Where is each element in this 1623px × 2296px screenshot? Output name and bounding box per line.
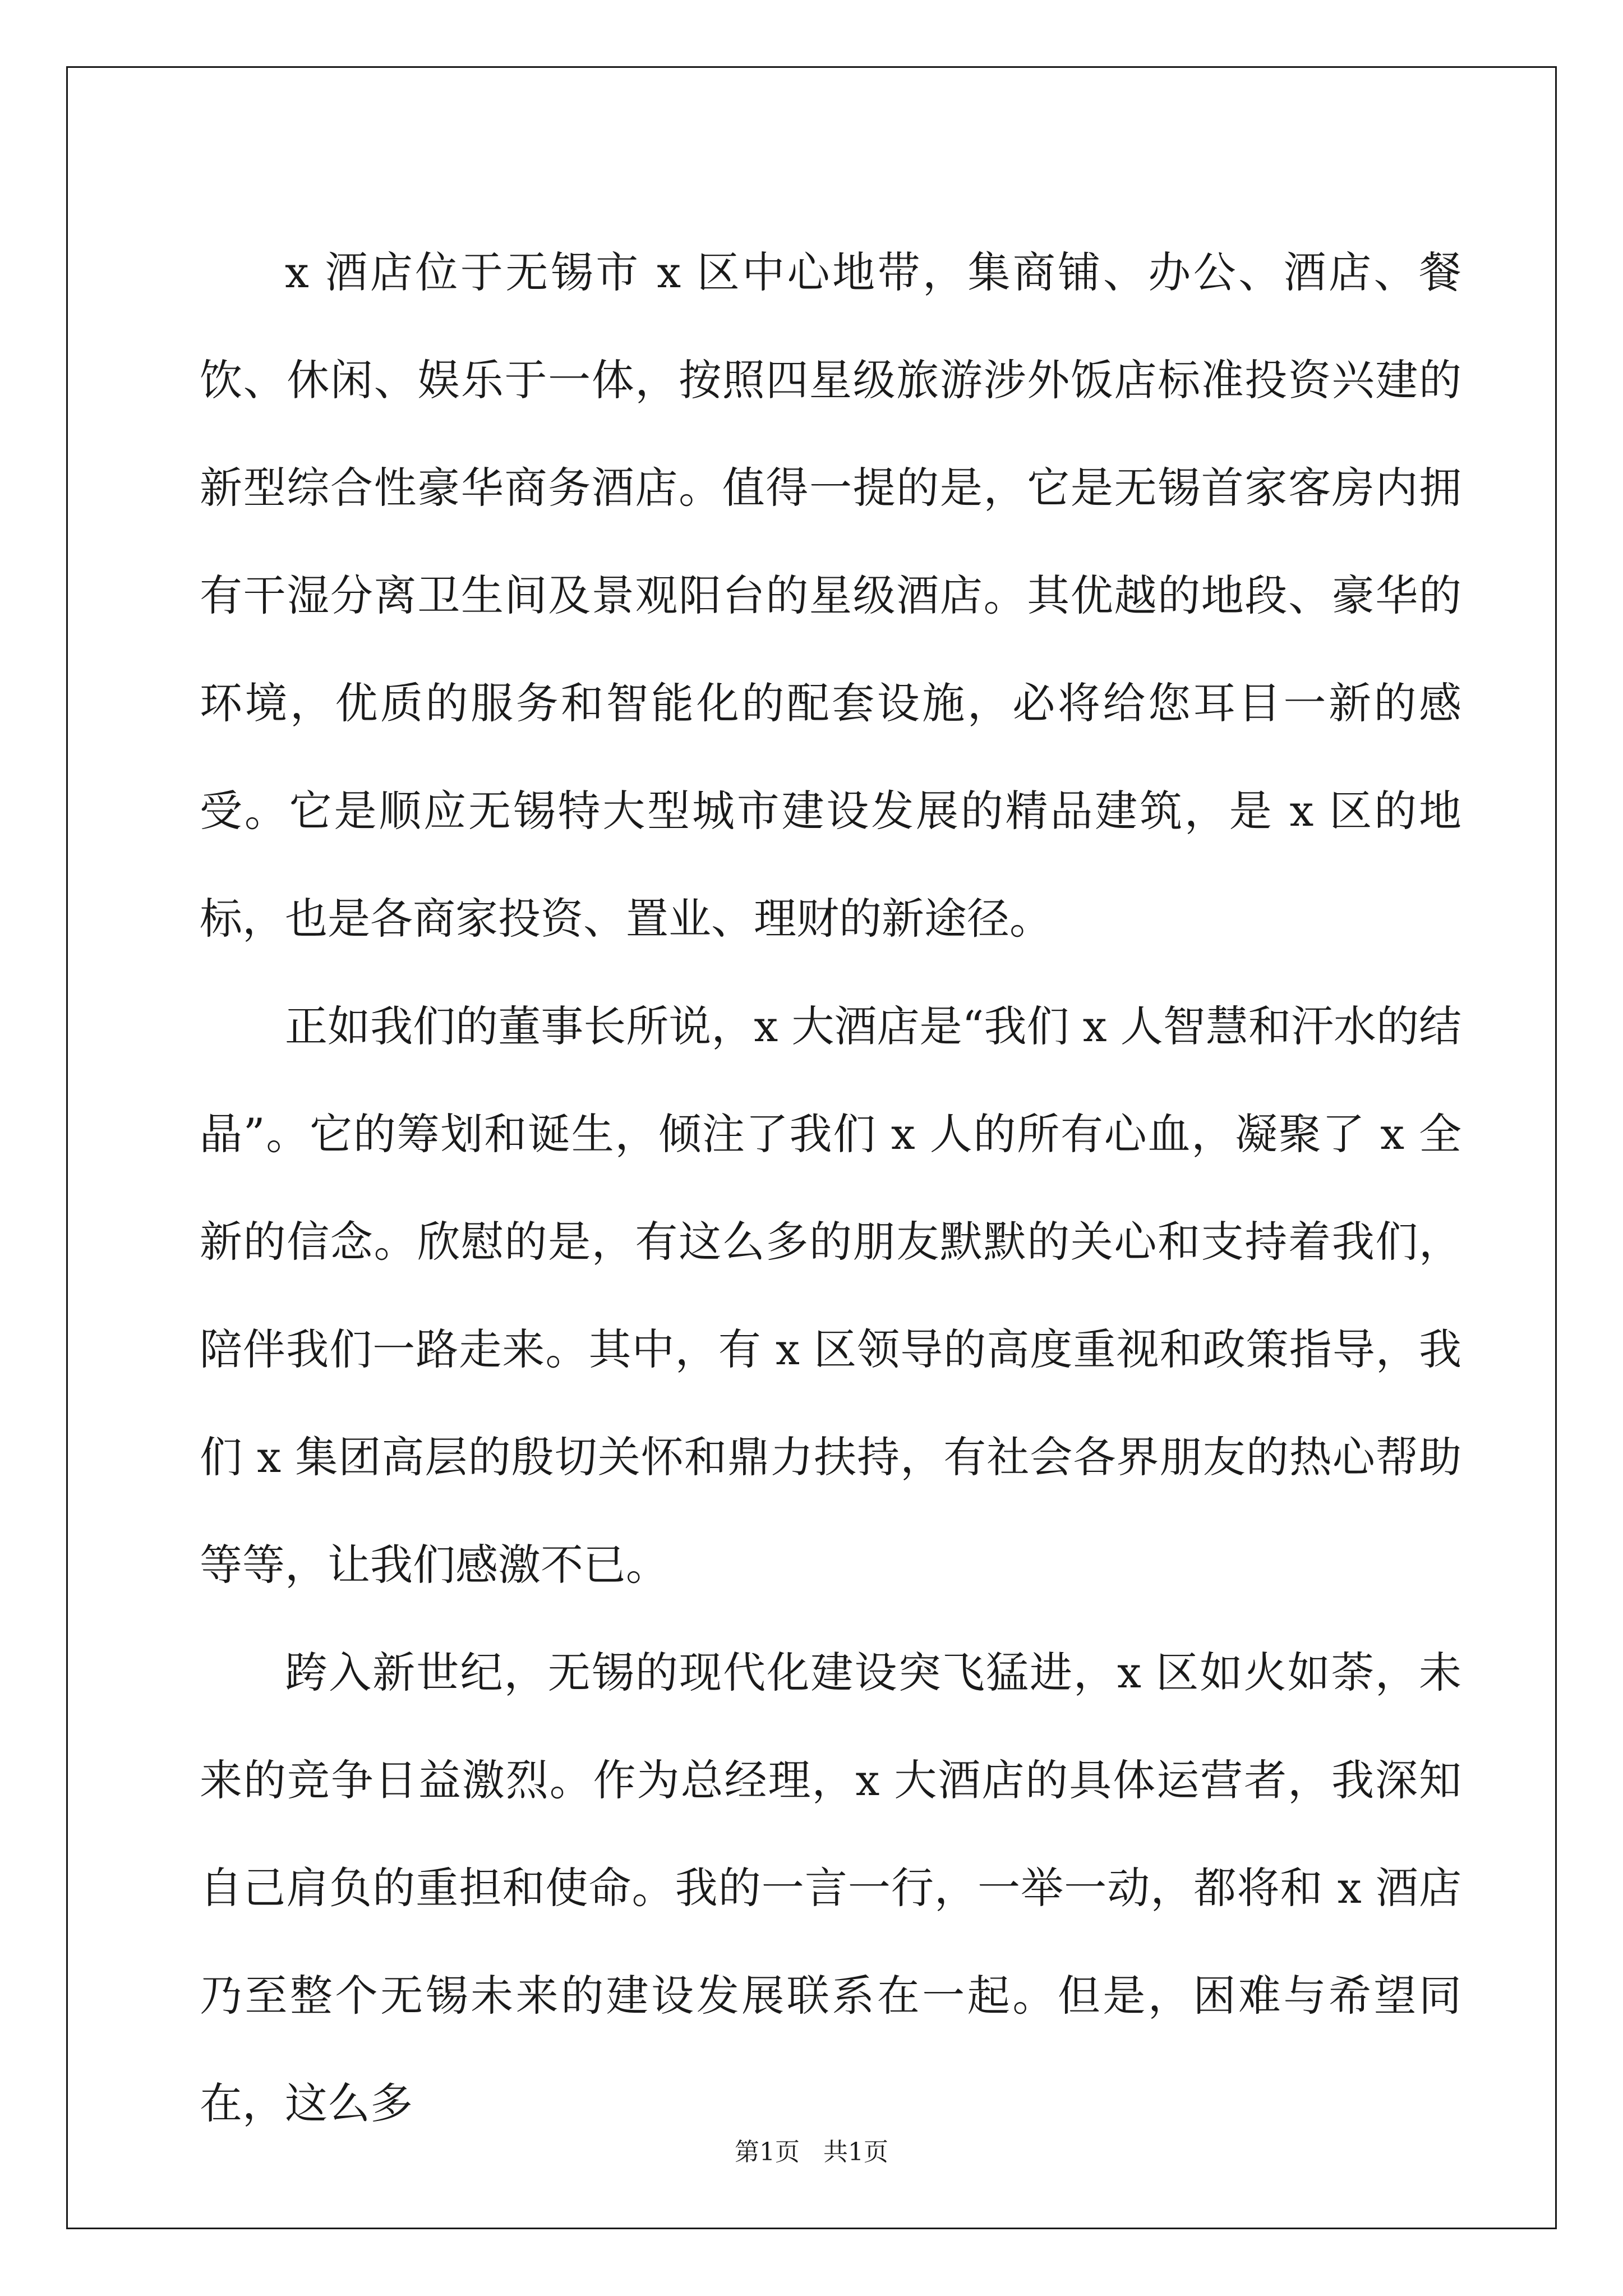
paragraph-2: 正如我们的董事长所说，x 大酒店是“我们 x 人智慧和汗水的结晶”。它的筹划和诞生，倾注了我们 x 人的所有心血，凝聚了 x 全新的信念。欣慰的是，有这么多的朋友默默的关心和支持着我们，陪伴我们一路走来。其中，有 x 区领导的高度重视和政策指导，我们 x 集团高层的殷切关怀和鼎力扶持，有社会各界朋友的热心帮助等等，让我们感激不已。 bbox=[200, 1001, 1461, 1590]
paragraph-3: 跨入新世纪，无锡的现代化建设突飞猛进，x 区如火如荼，未来的竞争日益激烈。作为总经理，x 大酒店的具体运营者，我深知自己肩负的重担和使命。我的一言一行，一举一动，都将和 x 酒店乃至整个无锡未来的建设发展联系在一起。但是，困难与希望同在，这么多 bbox=[200, 1648, 1461, 2128]
paragraph-1: x 酒店位于无锡市 x 区中心地带，集商铺、办公、酒店、餐饮、休闲、娱乐于一体，按照四星级旅游涉外饭店标准投资兴建的新型综合性豪华商务酒店。值得一提的是，它是无锡首家客房内拥有干湿分离卫生间及景观阳台的星级酒店。其优越的地段、豪华的环境，优质的服务和智能化的配套设施，必将给您耳目一新的感受。它是顺应无锡特大型城市建设发展的精品建筑，是 x 区的地标，也是各商家投资、置业、理财的新途径。 bbox=[200, 247, 1461, 944]
page-footer: 第1页 共1页 bbox=[735, 2138, 888, 2166]
document-body bbox=[200, 219, 1461, 2157]
